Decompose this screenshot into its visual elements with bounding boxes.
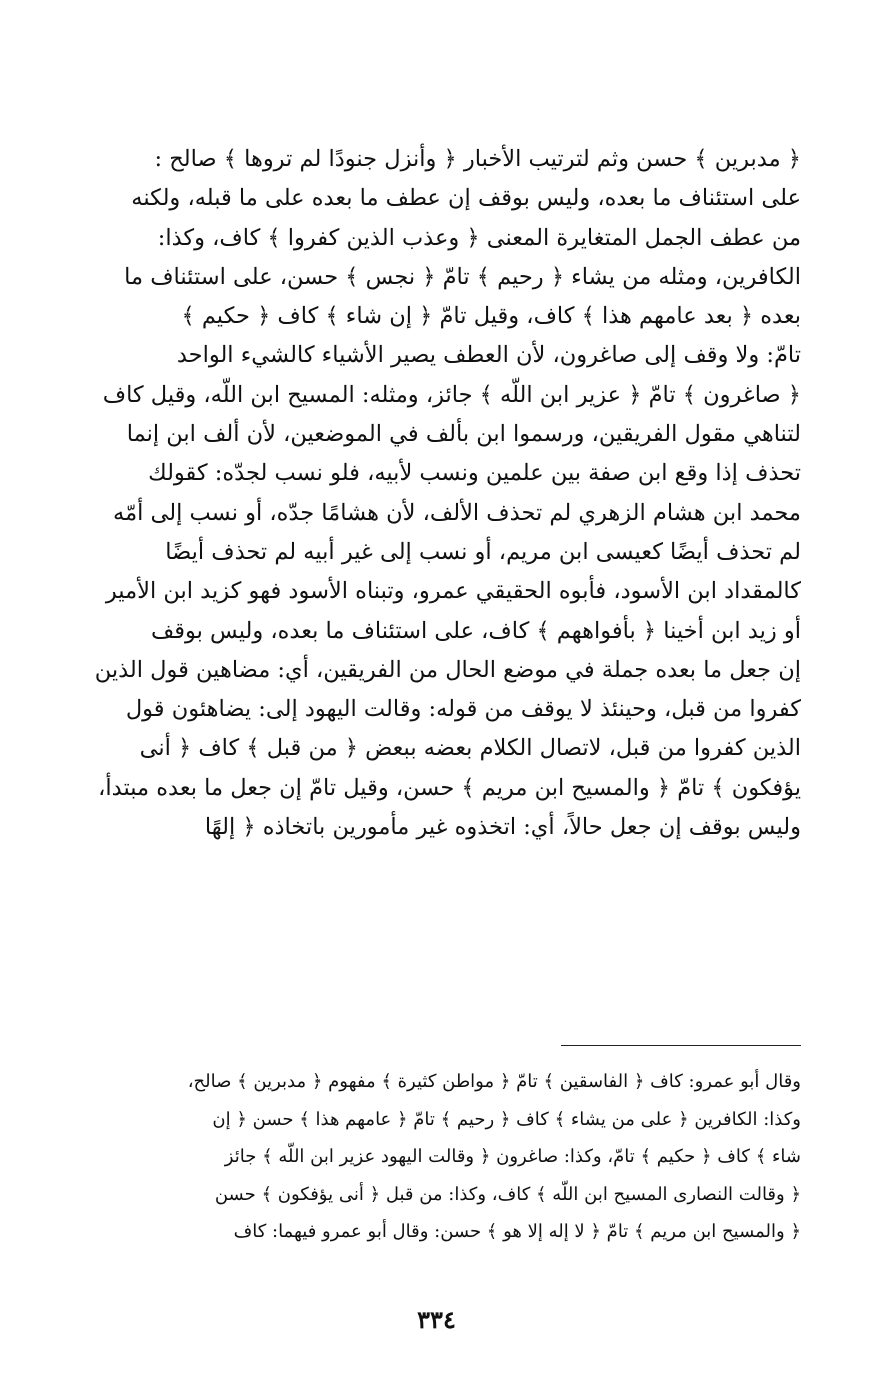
footnote-line: ﴿ والمسيح ابن مريم ﴾ تامّ ﴿ لا إله إلا هو ﴾ حسن: وقال أبو عمرو فيهما: كاف — [233, 1221, 801, 1242]
main-text-line: كفروا من قبل، وحينئذ لا يوقف من قوله: وقالت اليهود إلى: يضاهئون قول — [125, 696, 801, 723]
footnote-line: وكذا: الكافرين ﴿ على من يشاء ﴾ كاف ﴿ رحيم ﴾ تامّ ﴿ عامهم هذا ﴾ حسن ﴿ إن — [212, 1108, 801, 1130]
main-text-block — [74, 140, 801, 847]
main-text-line: ﴿ مدبرين ﴾ حسن وثم لترتيب الأخبار ﴿ وأنزل جنودًا لم تروها ﴾ صالح : — [154, 146, 801, 172]
main-text-line: أو زيد ابن أخينا ﴿ بأفواههم ﴾ كاف، على استئناف ما بعده، وليس بوقف — [150, 617, 801, 644]
main-text-line: من عطف الجمل المتغايرة المعنى ﴿ وعذب الذين كفروا ﴾ كاف، وكذا: — [157, 224, 801, 251]
main-text-line: الكافرين، ومثله من يشاء ﴿ رحيم ﴾ تامّ ﴿ نجس ﴾ حسن، على استئناف ما — [124, 263, 801, 290]
main-text-line: ﴿ صاغرون ﴾ تامّ ﴿ عزير ابن اللّه ﴾ جائز، ومثله: المسيح ابن اللّه، وقيل كاف — [102, 381, 801, 408]
main-text-line: لتناهي مقول الفريقين، ورسموا ابن بألف في الموضعين، لأن ألف ابن إنما — [126, 421, 801, 448]
main-text-line: كالمقداد ابن الأسود، فأبوه الحقيقي عمرو، وتبناه الأسود فهو كزيد ابن الأمير — [105, 578, 801, 605]
footnote-block — [74, 1063, 801, 1251]
main-text-line: إن جعل ما بعده جملة في موضع الحال من الفريقين، أي: مضاهين قول الذين — [94, 656, 801, 683]
main-text-line: تحذف إذا وقع ابن صفة بين علمين ونسب لأبيه، فلو نسب لجدّه: كقولك — [148, 460, 801, 487]
footnote-line: ﴿ وقالت النصارى المسيح ابن اللّه ﴾ كاف، وكذا: من قبل ﴿ أنى يؤفكون ﴾ حسن — [214, 1183, 801, 1205]
main-text-line: وليس بوقف إن جعل حالاً، أي: اتخذوه غير مأمورين باتخاذه ﴿ إلهًا — [204, 814, 801, 841]
main-text-line: بعده ﴿ بعد عامهم هذا ﴾ كاف، وقيل تامّ ﴿ إن شاء ﴾ كاف ﴿ حكيم ﴾ — [181, 303, 801, 330]
main-text-line: يؤفكون ﴾ تامّ ﴿ والمسيح ابن مريم ﴾ حسن، وقيل تامّ إن جعل ما بعده مبتدأ، — [98, 774, 801, 801]
main-text-line: تامّ: ولا وقف إلى صاغرون، لأن العطف يصير الأشياء كالشيء الواحد — [176, 342, 801, 369]
main-text-line: لم تحذف أيضًا كعيسى ابن مريم، أو نسب إلى غير أبيه لم تحذف أيضًا — [165, 538, 801, 565]
page-number: ٣٣٤ — [417, 1305, 456, 1334]
main-text-line: الذين كفروا من قبل، لاتصال الكلام بعضه ببعض ﴿ من قبل ﴾ كاف ﴿ أنى — [139, 735, 801, 762]
footnote-line: وقال أبو عمرو: كاف ﴿ الفاسقين ﴾ تامّ ﴿ مواطن كثيرة ﴾ مفهوم ﴿ مدبرين ﴾ صالح، — [187, 1071, 801, 1092]
footnote-line: شاء ﴾ كاف ﴿ حكيم ﴾ تامّ، وكذا: صاغرون ﴿ وقالت اليهود عزير ابن اللّه ﴾ جائز — [224, 1146, 801, 1167]
main-text-line: على استئناف ما بعده، وليس بوقف إن عطف ما بعده على ما قبله، ولكنه — [131, 185, 801, 212]
main-text-line: محمد ابن هشام الزهري لم تحذف الألف، لأن هشامًا جدّه، أو نسب إلى أمّه — [113, 499, 801, 526]
footnote-divider — [561, 1045, 801, 1046]
